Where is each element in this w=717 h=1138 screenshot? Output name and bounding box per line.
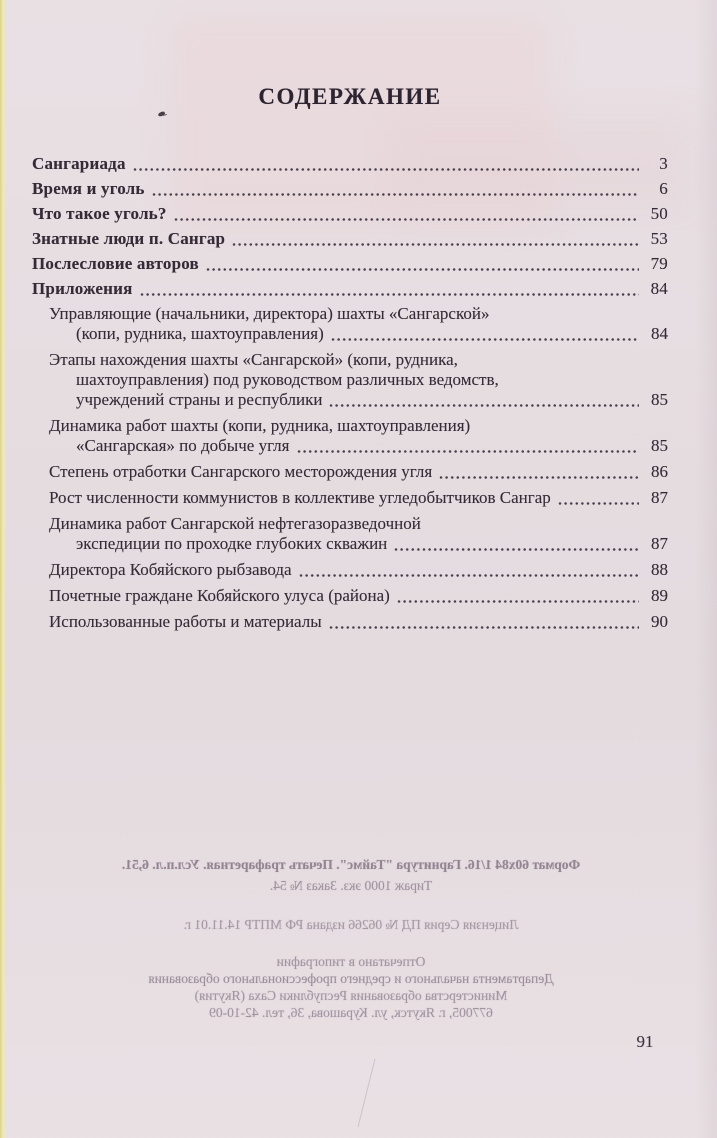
mirrored-colophon-showthrough (45, 856, 657, 1021)
toc-entry-text: «Сангарская» по добыче угля (76, 436, 290, 455)
toc-entry-page: 85 (651, 390, 668, 409)
toc-entry (32, 350, 668, 410)
dot-leader (133, 167, 639, 172)
table-of-contents (32, 154, 668, 632)
toc-entry (32, 279, 668, 299)
toc-entry-text: шахтоуправления) под руководством различных ведомств, (76, 370, 499, 389)
dot-leader (331, 337, 639, 342)
dot-leader (174, 217, 639, 222)
toc-entry-page: 3 (659, 154, 668, 173)
toc-entry (32, 416, 668, 456)
toc-entry (32, 254, 668, 274)
dot-leader (439, 475, 639, 480)
toc-entry-text: Время и уголь (32, 179, 145, 198)
toc-entry (32, 586, 668, 606)
toc-entry (32, 514, 668, 554)
toc-entry-page: 6 (659, 179, 668, 198)
book-edge-strip (0, 0, 6, 1138)
colophon-line: Лицензия Серия ПД № 06266 издана РФ МПТР 14.11.01 г. (183, 917, 519, 932)
toc-entry (32, 462, 668, 482)
toc-entry-text: Степень отработки Сангарского месторождения угля (49, 462, 433, 481)
toc-entry-page: 50 (650, 204, 668, 223)
toc-entry (32, 612, 668, 632)
page-title: СОДЕРЖАНИЕ (258, 84, 442, 109)
toc-entry-text: Сангариада (32, 154, 126, 173)
toc-entry-page: 87 (651, 488, 668, 507)
toc-entry-page: 88 (651, 560, 668, 579)
toc-entry-text: Управляющие (начальники, директора) шахты «Сангарской» (49, 304, 490, 323)
toc-entry-page: 85 (651, 436, 668, 455)
dot-leader (397, 599, 639, 604)
page-edge-shadow (695, 0, 717, 1138)
toc-entry (32, 229, 668, 249)
dot-leader (140, 292, 639, 297)
toc-entry (32, 154, 668, 174)
toc-entry-page: 86 (651, 462, 668, 481)
toc-entry-text: Приложения (32, 279, 133, 298)
dot-leader (297, 449, 640, 454)
dot-leader (558, 501, 639, 506)
dot-leader (394, 547, 639, 552)
toc-entry-text: Рост численности коммунистов в коллективе угледобытчиков Сангар (49, 488, 551, 507)
toc-entry (32, 179, 668, 199)
colophon-line: 677005, г. Якутск, ул. Курашова, 36, тел. 42-10-09 (209, 1005, 493, 1020)
toc-entry-page: 89 (651, 586, 668, 605)
toc-entry-page: 84 (650, 279, 668, 298)
toc-entry (32, 560, 668, 580)
dot-leader (206, 267, 639, 272)
toc-entry-text: Динамика работ шахты (копи, рудника, шахтоуправления) (49, 416, 471, 435)
colophon-line: Отпечатано в типографии (276, 954, 426, 969)
toc-entry-text: учреждений страны и республики (76, 390, 323, 409)
toc-entry-text: экспедиции по проходке глубоких скважин (76, 534, 388, 553)
toc-entry-page: 79 (650, 254, 668, 273)
toc-entry-text: Почетные граждане Кобяйского улуса (района) (49, 586, 390, 605)
dot-leader (232, 242, 639, 247)
dot-leader (152, 192, 639, 197)
toc-entry-page: 53 (650, 229, 668, 248)
page-number: 91 (636, 1032, 654, 1051)
toc-entry-text: Послесловие авторов (32, 254, 199, 273)
toc-entry-text: Этапы нахождения шахты «Сангарской» (копи, рудника, (49, 350, 458, 369)
page-content (32, 84, 668, 638)
colophon-line: Министерства образования Республики Саха (Якутия) (194, 988, 508, 1003)
toc-entry-page: 84 (651, 324, 668, 343)
toc-entry-text: Динамика работ Сангарской нефтегазоразведочной (49, 514, 421, 533)
toc-entry (32, 304, 668, 344)
paper-scratch (358, 1059, 376, 1127)
toc-entry-text: (копи, рудника, шахтоуправления) (76, 324, 324, 343)
toc-entry-text: Знатные люди п. Сангар (32, 229, 226, 248)
colophon-line: Тираж 1000 экз. Заказ № 54. (269, 878, 433, 893)
toc-entry-text: Что такое уголь? (32, 204, 167, 223)
toc-entry-page: 87 (651, 534, 668, 553)
toc-entry-text: Использованные работы и материалы (49, 612, 322, 631)
toc-entry-page: 90 (651, 612, 668, 631)
toc-entry (32, 204, 668, 224)
colophon-line: Формат 60х84 1/16. Гарнитура "Таймс". Печать трафаретная. Усл.п.л. 6,51. (121, 857, 581, 872)
toc-entry-text: Директора Кобяйского рыбзавода (49, 560, 292, 579)
colophon-line: Департамента начального и среднего профессионального образования (148, 971, 554, 986)
dot-leader (329, 403, 639, 408)
dot-leader (299, 573, 639, 578)
dot-leader (329, 625, 639, 630)
ink-speck (158, 111, 166, 117)
toc-entry (32, 488, 668, 508)
